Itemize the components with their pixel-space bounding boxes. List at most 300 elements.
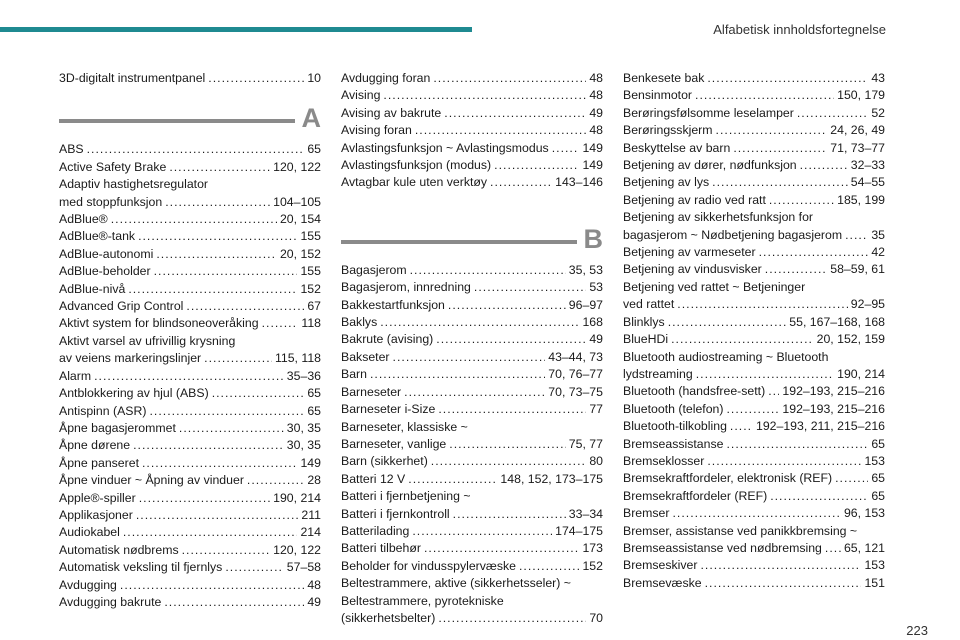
index-entry[interactable] (623, 87, 885, 104)
dot-leader (408, 471, 497, 488)
index-term: Advanced Grip Control (59, 299, 184, 314)
index-pages[interactable]: 104–105 (273, 194, 321, 209)
index-entry[interactable] (59, 228, 321, 245)
index-term: Automatisk veksling til fjernlys (59, 560, 223, 575)
index-pages[interactable]: 33–34 (568, 506, 603, 521)
index-entry[interactable] (59, 594, 321, 611)
section-rule (341, 240, 577, 244)
dot-leader (165, 194, 270, 211)
index-term: Active Safety Brake (59, 159, 167, 174)
dot-leader (412, 523, 552, 540)
dot-leader (474, 279, 586, 296)
index-term: Batteri 12 V (341, 471, 406, 486)
index-pages[interactable]: 24, 26, 49 (830, 123, 885, 138)
index-term: Bremseklosser (623, 453, 705, 468)
index-entry[interactable] (59, 159, 321, 176)
dot-leader (845, 227, 868, 244)
index-term: Barneseter (341, 384, 402, 399)
dot-leader (438, 401, 586, 418)
index-term: Bagasjerom, innredning (341, 280, 471, 295)
index-pages[interactable]: 211 (301, 507, 321, 522)
index-entry-line: Betjening av sikkerhetsfunksjon for (623, 210, 814, 225)
index-group-a (59, 141, 321, 611)
index-pages[interactable]: 65 (307, 142, 321, 157)
dot-leader (759, 244, 869, 261)
index-term: Bremseskiver (623, 558, 698, 573)
dot-leader (677, 296, 848, 313)
index-pages[interactable]: 54–55 (850, 175, 885, 190)
index-pages[interactable]: 32–33 (850, 158, 885, 173)
dot-leader (154, 263, 298, 280)
index-term: Bagasjerom (341, 262, 407, 277)
index-pages[interactable]: 143–146 (555, 175, 603, 190)
index-pages[interactable]: 174–175 (555, 523, 603, 538)
index-pages[interactable]: 20, 152 (279, 246, 321, 261)
index-entry[interactable] (59, 403, 321, 420)
index-pages[interactable]: 77 (589, 402, 603, 417)
index-entry[interactable] (59, 298, 321, 315)
dot-leader (705, 575, 862, 592)
index-entry[interactable] (341, 262, 603, 279)
index-entry[interactable] (623, 140, 885, 157)
index-term: Beskyttelse av barn (623, 140, 731, 155)
index-pages[interactable]: 43 (871, 71, 885, 85)
index-pages[interactable]: 149 (300, 455, 321, 470)
dot-leader (138, 228, 297, 245)
index-term: Berøringsfølsomme leselamper (623, 105, 794, 120)
index-pages[interactable]: 67 (307, 299, 321, 314)
index-entry-line: Bremser, assistanse ved panikkbremsing ~ (623, 523, 858, 538)
index-term: Betjening av varmeseter (623, 245, 756, 260)
index-pages[interactable]: 168 (582, 315, 603, 330)
dot-leader (204, 350, 272, 367)
index-pages[interactable]: 48 (589, 123, 603, 138)
dot-leader (726, 436, 868, 453)
index-term: Bakrute (avising) (341, 332, 434, 347)
index-term: (sikkerhetsbelter) (341, 610, 436, 625)
index-pages[interactable]: 70, 76–77 (548, 367, 603, 382)
index-pages[interactable]: 65 (871, 471, 885, 486)
index-entry[interactable] (341, 610, 603, 627)
index-entry[interactable] (341, 279, 603, 296)
index-pages[interactable]: 30, 35 (286, 420, 321, 435)
index-entry[interactable] (623, 227, 885, 244)
index-term: Bremseassistanse ved nødbremsing (623, 540, 822, 555)
dot-leader (671, 331, 814, 348)
dot-leader (149, 403, 304, 420)
index-pages[interactable]: 48 (307, 577, 321, 592)
index-term: av veiens markeringslinjer (59, 351, 202, 366)
index-pages[interactable]: 118 (301, 316, 321, 331)
index-pages[interactable]: 55, 167–168, 168 (789, 314, 885, 329)
page-title: Alfabetisk innholdsfortegnelse (713, 22, 886, 37)
dot-leader (700, 557, 861, 574)
dot-leader (169, 159, 270, 176)
index-pages[interactable]: 150, 179 (837, 88, 885, 103)
index-entry[interactable] (59, 507, 321, 524)
index-pages[interactable]: 30, 35 (286, 438, 321, 453)
index-entry[interactable] (623, 192, 885, 209)
dot-leader (179, 420, 284, 437)
index-entry[interactable] (623, 261, 885, 278)
index-pages[interactable]: 192–193, 215–216 (782, 401, 885, 416)
index-entry[interactable] (341, 140, 603, 157)
index-entry[interactable] (341, 157, 603, 174)
dot-leader (797, 105, 868, 122)
index-term: AdBlue-beholder (59, 264, 151, 279)
index-term: Avdugging foran (341, 71, 431, 85)
index-term: BlueHDi (623, 332, 669, 347)
index-pages[interactable]: 49 (589, 105, 603, 120)
index-entry-line: Barneseter, klassiske ~ (341, 419, 468, 434)
index-entry[interactable] (341, 105, 603, 122)
index-pages[interactable]: 173 (582, 541, 603, 556)
dot-leader (410, 262, 566, 279)
index-pages[interactable]: 115, 118 (274, 351, 321, 366)
index-term: Alarm (59, 368, 92, 383)
dot-leader (87, 141, 305, 158)
index-term: ved rattet (623, 297, 675, 312)
dot-leader (730, 418, 753, 435)
index-pages[interactable]: 190, 214 (273, 490, 321, 505)
index-term: Bakkestartfunksjon (341, 297, 445, 312)
index-entry[interactable] (623, 540, 885, 557)
index-entry[interactable] (623, 314, 885, 331)
dot-leader (696, 366, 834, 383)
index-entry[interactable] (59, 350, 321, 367)
dot-leader (800, 157, 848, 174)
index-entry[interactable] (623, 557, 885, 574)
index-entry[interactable] (59, 437, 321, 454)
index-column-1 (59, 70, 321, 611)
index-term: Batteri tilbehør (341, 541, 421, 556)
index-group-top (59, 70, 321, 87)
index-term: Audiokabel (59, 525, 120, 540)
index-entry[interactable] (623, 401, 885, 418)
index-entry[interactable] (59, 385, 321, 402)
index-entry[interactable] (59, 490, 321, 507)
index-term: Benkesete bak (623, 71, 705, 85)
dot-leader (438, 610, 586, 627)
index-entry[interactable] (59, 263, 321, 280)
index-term: Batteri i fjernkontroll (341, 506, 450, 521)
index-term: Avising (341, 88, 381, 103)
index-term: Aktivt system for blindsoneoveråking (59, 316, 259, 331)
index-entry[interactable] (623, 244, 885, 261)
dot-leader (835, 470, 868, 487)
index-pages[interactable]: 152 (300, 281, 321, 296)
dot-leader (733, 140, 827, 157)
index-term: Avlastingsfunksjon ~ Avlastingsmodus (341, 140, 549, 155)
section-header-a (59, 97, 321, 141)
index-term: Baklys (341, 315, 378, 330)
index-entry[interactable] (623, 418, 885, 435)
index-pages[interactable]: 148, 152, 173–175 (500, 471, 603, 486)
dot-leader (825, 540, 841, 557)
index-term: Åpne dørene (59, 438, 131, 453)
index-entry[interactable] (623, 105, 885, 122)
index-pages[interactable]: 190, 214 (837, 366, 885, 381)
dot-leader (770, 488, 868, 505)
section-rule (59, 119, 295, 123)
index-entry[interactable] (59, 281, 321, 298)
dot-leader (453, 506, 566, 523)
index-entry[interactable] (341, 384, 603, 401)
index-pages[interactable]: 28 (307, 473, 321, 488)
index-term: Barneseter i-Size (341, 402, 436, 417)
index-term: Bakseter (341, 349, 390, 364)
index-entry-line: Beltestrammere, pyrotekniske (341, 593, 504, 608)
header-accent-bar (0, 27, 472, 32)
index-term: Betjening av dører, nødfunksjon (623, 158, 797, 173)
index-pages[interactable]: 53 (589, 280, 603, 295)
index-entry[interactable] (623, 366, 885, 383)
index-entry[interactable] (341, 349, 603, 366)
dot-leader (370, 366, 545, 383)
dot-leader (712, 174, 848, 191)
index-pages[interactable]: 35 (871, 227, 885, 242)
dot-leader (431, 453, 587, 470)
index-pages[interactable]: 65 (871, 436, 885, 451)
index-entry[interactable] (623, 157, 885, 174)
index-entry-line: Aktivt varsel av ufrivillig krysning (59, 333, 236, 348)
index-pages[interactable]: 35, 53 (568, 262, 603, 277)
index-pages[interactable]: 42 (871, 245, 885, 260)
dot-leader (404, 384, 545, 401)
index-entry[interactable] (341, 366, 603, 383)
index-term: Automatisk nødbrems (59, 542, 179, 557)
index-pages[interactable]: 48 (589, 88, 603, 103)
dot-leader (672, 505, 841, 522)
index-entry[interactable] (59, 194, 321, 211)
index-group-b (341, 262, 603, 628)
index-entry[interactable] (341, 331, 603, 348)
index-entry[interactable] (623, 122, 885, 139)
dot-leader (768, 383, 779, 400)
index-term: Berøringsskjerm (623, 123, 713, 138)
index-term: Avdugging (59, 577, 117, 592)
index-entry[interactable] (59, 368, 321, 385)
index-pages[interactable]: 155 (300, 229, 321, 244)
dot-leader (182, 542, 271, 559)
index-entry[interactable] (59, 524, 321, 541)
dot-leader (727, 401, 780, 418)
index-pages[interactable]: 120, 122 (273, 159, 321, 174)
index-term: Avising foran (341, 123, 412, 138)
index-pages[interactable]: 155 (300, 264, 321, 279)
index-pages[interactable]: 20, 154 (279, 212, 321, 227)
index-pages[interactable]: 52 (871, 105, 885, 120)
dot-leader (94, 368, 284, 385)
dot-leader (128, 281, 297, 298)
index-entry[interactable] (623, 174, 885, 191)
index-pages[interactable]: 65 (871, 488, 885, 503)
index-entry[interactable] (341, 540, 603, 557)
index-pages[interactable]: 70 (589, 610, 603, 625)
index-entry[interactable] (341, 297, 603, 314)
dot-leader (380, 314, 579, 331)
index-pages[interactable]: 214 (300, 525, 321, 540)
index-entry[interactable] (341, 314, 603, 331)
index-term: Bensinmotor (623, 88, 693, 103)
dot-leader (436, 331, 586, 348)
index-column-2 (341, 70, 603, 627)
index-term: Barn (341, 367, 367, 382)
dot-leader (262, 315, 299, 332)
index-term: AdBlue-autonomi (59, 246, 154, 261)
index-entry[interactable] (623, 575, 885, 592)
index-pages[interactable]: 43–44, 73 (548, 349, 603, 364)
index-term: Avdugging bakrute (59, 594, 162, 609)
index-entry[interactable] (623, 470, 885, 487)
index-entry[interactable] (59, 211, 321, 228)
index-pages[interactable]: 153 (864, 453, 885, 468)
index-entry[interactable] (341, 523, 603, 540)
index-term: AdBlue® (59, 212, 108, 227)
index-pages[interactable]: 71, 73–77 (830, 140, 885, 155)
index-pages[interactable]: 153 (864, 558, 885, 573)
dot-leader (449, 436, 566, 453)
index-entry[interactable] (59, 542, 321, 559)
index-pages[interactable]: 92–95 (850, 297, 885, 312)
index-entry[interactable] (59, 455, 321, 472)
index-group-b-continued (623, 70, 885, 592)
index-pages[interactable]: 149 (582, 158, 603, 173)
index-entry[interactable] (623, 488, 885, 505)
index-entry[interactable] (59, 472, 321, 489)
index-entry[interactable] (341, 401, 603, 418)
index-pages[interactable]: 192–193, 215–216 (782, 384, 885, 399)
section-letter: A (301, 103, 321, 134)
index-pages[interactable]: 49 (307, 594, 321, 609)
index-pages[interactable]: 35–36 (286, 368, 321, 383)
index-term: Bremser (623, 506, 670, 521)
index-entry[interactable] (59, 559, 321, 576)
dot-leader (444, 105, 586, 122)
index-entry[interactable] (623, 436, 885, 453)
index-entry[interactable] (59, 577, 321, 594)
index-term: Beholder for vindusspylervæske (341, 558, 516, 573)
index-pages[interactable]: 120, 122 (273, 542, 321, 557)
dot-leader (765, 261, 828, 278)
dot-leader (393, 349, 546, 366)
index-pages[interactable]: 65, 121 (843, 540, 885, 555)
index-pages[interactable]: 20, 152, 159 (816, 332, 885, 347)
index-pages[interactable]: 75, 77 (568, 436, 603, 451)
index-pages[interactable]: 48 (589, 71, 603, 85)
index-entry[interactable] (59, 141, 321, 158)
index-pages[interactable]: 192–193, 211, 215–216 (755, 419, 885, 434)
index-term: Avtagbar kule uten verktøy (341, 175, 488, 190)
index-term: Barn (sikkerhet) (341, 454, 428, 469)
index-entry[interactable] (623, 296, 885, 313)
index-pages[interactable]: 65 (307, 386, 321, 401)
index-term: Betjening av vindusvisker (623, 262, 762, 277)
dot-leader (133, 437, 284, 454)
dot-leader (433, 70, 586, 87)
index-entry[interactable] (59, 70, 321, 87)
index-entry[interactable] (341, 174, 603, 191)
index-entry[interactable] (341, 70, 603, 87)
index-entry[interactable] (623, 453, 885, 470)
dot-leader (186, 298, 304, 315)
index-entry[interactable] (341, 506, 603, 523)
index-pages[interactable]: 80 (589, 454, 603, 469)
dot-leader (668, 314, 787, 331)
index-entry[interactable] (59, 246, 321, 263)
index-term: Åpne panseret (59, 455, 139, 470)
index-term: Applikasjoner (59, 507, 133, 522)
index-entry-line: Adaptiv hastighetsregulator (59, 177, 209, 192)
index-pages[interactable]: 152 (582, 558, 603, 573)
index-entry[interactable] (623, 331, 885, 348)
index-term: AdBlue®-tank (59, 229, 136, 244)
index-entry[interactable] (341, 87, 603, 104)
index-pages[interactable]: 58–59, 61 (830, 262, 885, 277)
index-entry[interactable] (623, 383, 885, 400)
index-pages[interactable]: 96–97 (568, 297, 603, 312)
index-term: 3D-digitalt instrumentpanel (59, 71, 206, 85)
index-entry[interactable] (623, 70, 885, 87)
index-entry[interactable] (341, 453, 603, 470)
index-pages[interactable]: 65 (307, 403, 321, 418)
dot-leader (120, 577, 304, 594)
index-term: Åpne vinduer ~ Åpning av vinduer (59, 473, 244, 488)
dot-leader (424, 540, 580, 557)
index-term: Batterilading (341, 523, 410, 538)
dot-leader (707, 70, 868, 87)
index-term: Bluetooth (handsfree-sett) (623, 384, 766, 399)
index-term: Antispinn (ASR) (59, 403, 147, 418)
dot-leader (156, 246, 277, 263)
index-entry-line: Beltestrammere, aktive (sikkerhetsseler) ~ (341, 576, 571, 591)
dot-leader (383, 87, 586, 104)
index-entry[interactable] (341, 436, 603, 453)
index-pages[interactable]: 151 (864, 575, 885, 590)
index-group-top (341, 70, 603, 192)
index-pages[interactable]: 49 (589, 332, 603, 347)
index-entry[interactable] (341, 471, 603, 488)
dot-leader (208, 70, 304, 87)
dot-leader (123, 524, 298, 541)
dot-leader (707, 453, 861, 470)
index-pages[interactable]: 185, 199 (837, 192, 885, 207)
index-term: Bluetooth-tilkobling (623, 419, 727, 434)
index-pages[interactable]: 70, 73–75 (548, 384, 603, 399)
index-pages[interactable]: 96, 153 (843, 506, 885, 521)
index-pages[interactable]: 57–58 (286, 560, 321, 575)
dot-leader (552, 140, 580, 157)
index-pages[interactable]: 10 (307, 71, 321, 85)
index-term: med stoppfunksjon (59, 194, 163, 209)
index-entry[interactable] (623, 505, 885, 522)
index-entry-line: Batteri i fjernbetjening ~ (341, 489, 471, 504)
index-entry-line: Bluetooth audiostreaming ~ Bluetooth (623, 349, 829, 364)
dot-leader (448, 297, 566, 314)
index-term: Avising av bakrute (341, 105, 442, 120)
dot-leader (769, 192, 834, 209)
dot-leader (164, 594, 304, 611)
index-entry[interactable] (59, 420, 321, 437)
index-term: Betjening av lys (623, 175, 710, 190)
index-entry[interactable] (341, 558, 603, 575)
index-entry[interactable] (341, 122, 603, 139)
section-header-b (341, 218, 603, 262)
index-pages[interactable]: 149 (582, 140, 603, 155)
index-entry[interactable] (59, 315, 321, 332)
index-column-3 (623, 70, 885, 592)
dot-leader (247, 472, 304, 489)
